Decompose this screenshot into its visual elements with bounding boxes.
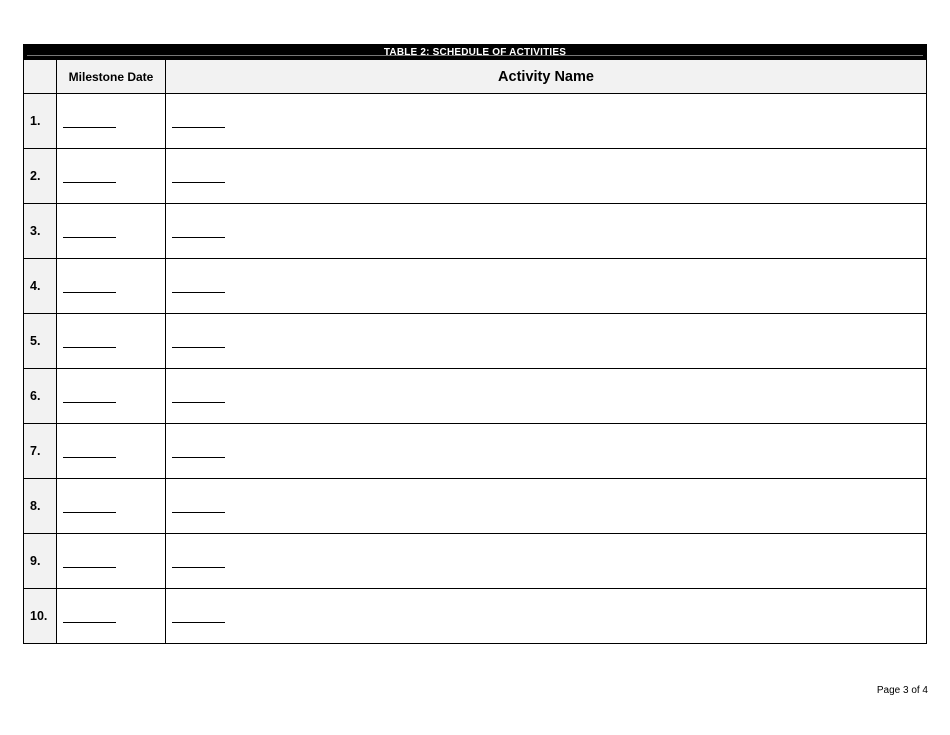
milestone-date-blank[interactable] bbox=[63, 126, 116, 128]
activity-name-cell[interactable] bbox=[166, 479, 927, 534]
header-row bbox=[24, 60, 927, 94]
schedule-form bbox=[23, 44, 927, 644]
table-row bbox=[24, 424, 927, 479]
table-row bbox=[24, 314, 927, 369]
activity-name-cell[interactable] bbox=[166, 149, 927, 204]
table-row bbox=[24, 479, 927, 534]
activity-name-cell[interactable] bbox=[166, 369, 927, 424]
activity-name-cell[interactable] bbox=[166, 204, 927, 259]
page-number: Page 3 of 4 bbox=[876, 685, 928, 696]
activity-name-blank[interactable] bbox=[172, 511, 225, 513]
activity-name-cell[interactable] bbox=[166, 424, 927, 479]
milestone-date-blank[interactable] bbox=[63, 566, 116, 568]
milestone-date-blank[interactable] bbox=[63, 346, 116, 348]
milestone-date-cell[interactable] bbox=[57, 259, 166, 314]
activity-name-header: Activity Name bbox=[166, 60, 927, 94]
milestone-date-blank[interactable] bbox=[63, 511, 116, 513]
table-title: TABLE 2: SCHEDULE OF ACTIVITIES bbox=[23, 44, 927, 59]
schedule-table bbox=[23, 59, 927, 644]
row-number: 4. bbox=[24, 259, 57, 314]
milestone-date-cell[interactable] bbox=[57, 94, 166, 149]
milestone-date-blank[interactable] bbox=[63, 181, 116, 183]
row-number: 9. bbox=[24, 534, 57, 589]
activity-name-blank[interactable] bbox=[172, 181, 225, 183]
milestone-date-cell[interactable] bbox=[57, 424, 166, 479]
row-number: 3. bbox=[24, 204, 57, 259]
activity-name-blank[interactable] bbox=[172, 456, 225, 458]
activity-name-cell[interactable] bbox=[166, 534, 927, 589]
activity-name-cell[interactable] bbox=[166, 589, 927, 644]
row-number: 10. bbox=[24, 589, 57, 644]
table-row bbox=[24, 369, 927, 424]
row-number: 1. bbox=[24, 94, 57, 149]
activity-name-blank[interactable] bbox=[172, 346, 225, 348]
row-number: 6. bbox=[24, 369, 57, 424]
milestone-date-cell[interactable] bbox=[57, 204, 166, 259]
table-row bbox=[24, 204, 927, 259]
row-number: 7. bbox=[24, 424, 57, 479]
milestone-date-cell[interactable] bbox=[57, 369, 166, 424]
milestone-date-blank[interactable] bbox=[63, 236, 116, 238]
milestone-date-cell[interactable] bbox=[57, 314, 166, 369]
activity-name-blank[interactable] bbox=[172, 291, 225, 293]
milestone-date-blank[interactable] bbox=[63, 456, 116, 458]
activity-name-cell[interactable] bbox=[166, 94, 927, 149]
number-column-header bbox=[24, 60, 57, 94]
milestone-date-cell[interactable] bbox=[57, 534, 166, 589]
activity-name-cell[interactable] bbox=[166, 314, 927, 369]
milestone-date-cell[interactable] bbox=[57, 479, 166, 534]
table-row bbox=[24, 94, 927, 149]
milestone-date-cell[interactable] bbox=[57, 589, 166, 644]
activity-name-blank[interactable] bbox=[172, 126, 225, 128]
row-number: 8. bbox=[24, 479, 57, 534]
activity-name-blank[interactable] bbox=[172, 401, 225, 403]
table-row bbox=[24, 534, 927, 589]
milestone-date-header: Milestone Date bbox=[57, 60, 166, 94]
activity-name-blank[interactable] bbox=[172, 621, 225, 623]
row-number: 5. bbox=[24, 314, 57, 369]
table-row bbox=[24, 259, 927, 314]
milestone-date-blank[interactable] bbox=[63, 291, 116, 293]
milestone-date-blank[interactable] bbox=[63, 621, 116, 623]
milestone-date-blank[interactable] bbox=[63, 401, 116, 403]
milestone-date-cell[interactable] bbox=[57, 149, 166, 204]
activity-name-blank[interactable] bbox=[172, 236, 225, 238]
table-row bbox=[24, 589, 927, 644]
table-row bbox=[24, 149, 927, 204]
row-number: 2. bbox=[24, 149, 57, 204]
activity-name-blank[interactable] bbox=[172, 566, 225, 568]
activity-name-cell[interactable] bbox=[166, 259, 927, 314]
